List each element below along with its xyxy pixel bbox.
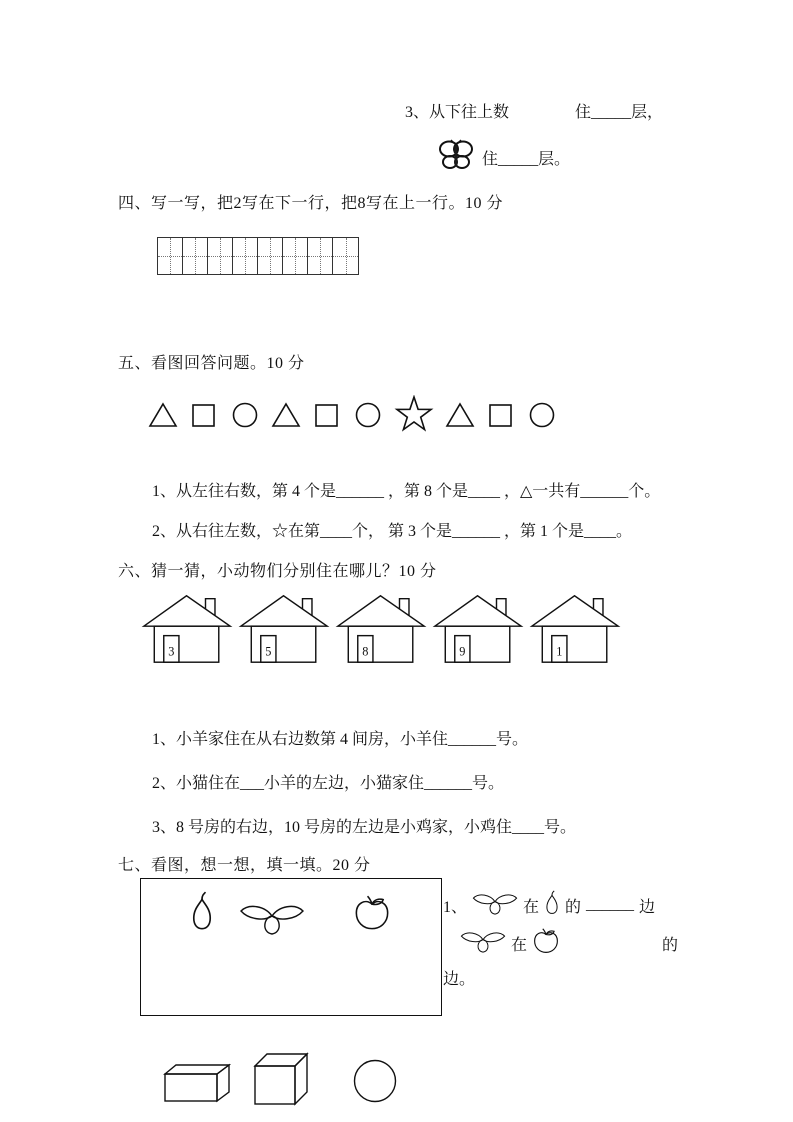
section7-line2 [460,928,678,959]
section5-q2: 2、从右往左数，☆在第____个， 第 3 个是______ ，第 1 个是____。 [152,523,633,540]
writing-grid [157,237,359,275]
section6-q3: 3、8 号房的右边，10 号房的左边是小鸡家，小鸡住____号。 [152,819,577,836]
pear-icon [189,891,215,936]
cuboid-shape [163,1062,233,1109]
butterfly-icon [437,139,475,176]
peach-icon [460,929,506,958]
svg-text:5: 5 [265,644,272,659]
house [529,592,621,671]
svg-text:8: 8 [362,644,369,659]
square-shape [312,401,342,428]
square-shape [189,401,219,428]
writing-cell [208,238,233,274]
writing-cell [283,238,308,274]
de-label: 的 [565,898,582,916]
section7-line3: 边。 [443,971,476,988]
houses-row [141,592,621,671]
section6-q2: 2、小猫住在___小羊的左边，小猫家住______号。 [152,775,505,792]
circle-shape [353,401,383,428]
q3-count-up-blank: 住_____层， [575,104,664,121]
section7-line1 [443,890,655,920]
apple-icon [532,928,560,959]
writing-cell [333,238,358,274]
section6-q1: 1、小羊家住在从右边数第 4 间房，小羊住______号。 [152,731,529,748]
section5-heading: 五、看图回答问题。10 分 [118,355,305,372]
zai-label: 在 [523,898,540,916]
house [238,592,330,671]
q3-count-up-label: 3、从下往上数 [405,104,510,121]
house [335,592,427,671]
writing-cell [158,238,183,274]
shapes-row [148,395,557,433]
peach-icon [239,901,305,940]
svg-text:3: 3 [168,644,175,659]
star-shape [394,395,434,433]
svg-text:1: 1 [556,644,563,659]
section7-heading: 七、看图，想一想，填一填。20 分 [118,857,371,874]
triangle-shape [271,401,301,428]
bian-label: 边 [639,898,656,916]
writing-cell [183,238,208,274]
circle-shape [527,401,557,428]
q1-number: 1、 [443,898,468,916]
answer-blank: ______ [586,896,635,913]
house [141,592,233,671]
circle-shape [230,401,260,428]
writing-cell [308,238,333,274]
apple-icon [353,895,391,936]
de-label: 的 [662,937,679,954]
house [432,592,524,671]
writing-cell [233,238,258,274]
triangle-shape [445,401,475,428]
triangle-shape [148,401,178,428]
section6-heading: 六、猜一猜，小动物们分别住在哪儿？10 分 [118,563,437,580]
svg-text:9: 9 [459,644,466,659]
writing-cell [258,238,283,274]
section5-q1: 1、从左往右数，第 4 个是______ ，第 8 个是____ ，△一共有______个。 [152,483,661,500]
peach-icon [472,891,518,920]
square-shape [486,401,516,428]
section4-heading: 四、写一写，把2写在下一行，把8写在上一行。10 分 [118,195,504,212]
zai-label: 在 [511,937,528,954]
pear-icon [544,890,560,920]
circle-shape [352,1058,398,1109]
cube-shape [253,1050,311,1113]
q3-line2-blank: 住_____层。 [482,151,571,168]
fruit-box [140,878,442,1016]
